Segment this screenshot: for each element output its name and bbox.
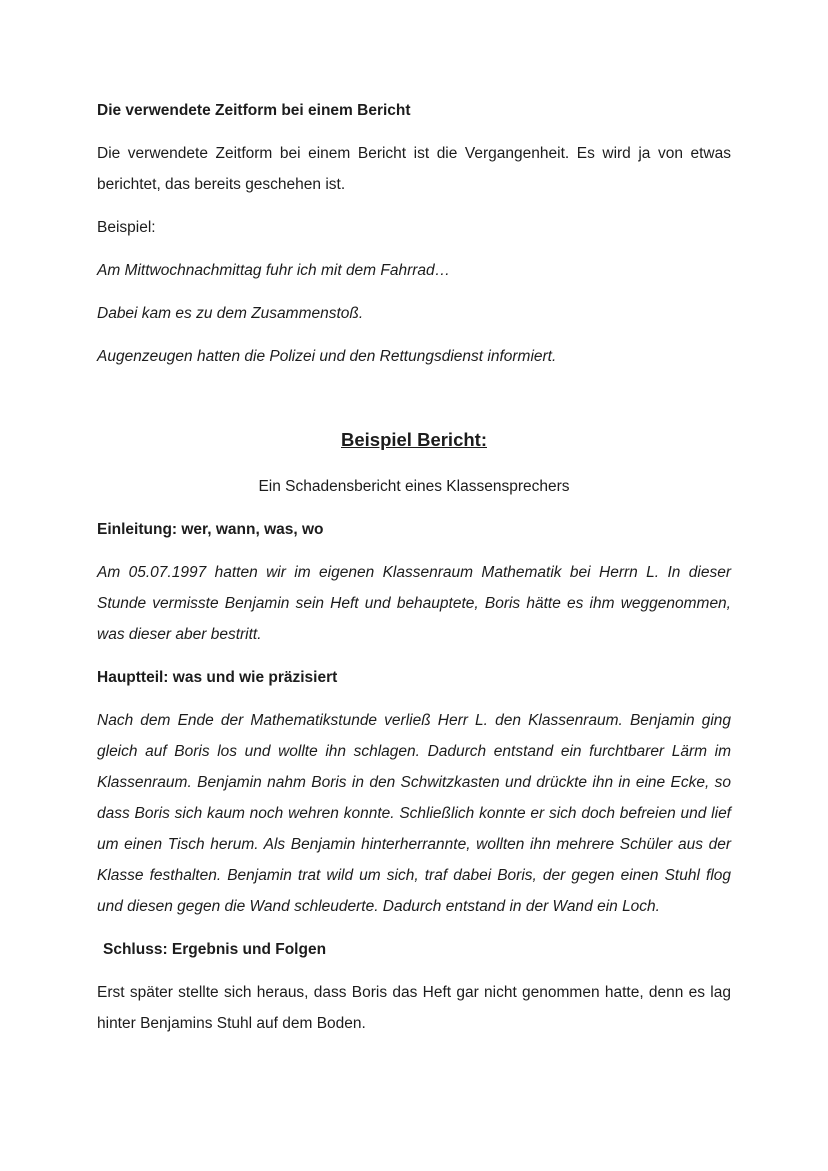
example-line-augenzeugen: Augenzeugen hatten die Polizei und den Rettungsdienst informiert. (97, 348, 557, 365)
document-title-beispiel-bericht: Beispiel Bericht: (341, 429, 487, 450)
example-line-fahrrad: Am Mittwochnachmittag fuhr ich mit dem Fahrrad… (97, 262, 451, 279)
paragraph-einleitung-text: Am 05.07.1997 hatten wir im eigenen Klassenraum Mathematik bei Herrn L. In dieser Stunde vermisste Benjamin sein Heft und behauptete, Boris hätte es ihm weggenommen, was dieser aber bestritt. (97, 564, 731, 643)
document-subtitle-schadensbericht: Ein Schadensbericht eines Klassensprechers (258, 478, 570, 495)
paragraph-schluss-text: Erst später stellte sich heraus, dass Boris das Heft gar nicht genommen hatte, denn es lag hinter Benjamins Stuhl auf dem Boden. (97, 984, 731, 1032)
section-heading-zeitform: Die verwendete Zeitform bei einem Bericht (97, 102, 411, 119)
example-line-zusammenstoss: Dabei kam es zu dem Zusammenstoß. (97, 305, 364, 322)
section-heading-hauptteil: Hauptteil: was und wie präzisiert (97, 669, 338, 686)
paragraph-beispiel-label: Beispiel: (97, 219, 156, 236)
section-heading-einleitung: Einleitung: wer, wann, was, wo (97, 521, 324, 538)
section-heading-schluss: Schluss: Ergebnis und Folgen (103, 941, 327, 958)
paragraph-hauptteil-text: Nach dem Ende der Mathematikstunde verließ Herr L. den Klassenraum. Benjamin ging gleich auf Boris los und wollte ihn schlagen. Dadurch entstand ein furchtbarer Lärm im Klassenraum. Benjamin nahm Boris in den Schwitzkasten und drückte ihn in eine Ecke, so dass Boris sich kaum noch wehren konnte. Schließlich konnte er sich doch befreien und lief um einen Tisch herum. Als Benjamin hinterherrannte, wollten ihn mehrere Schüler aus der Klasse festhalten. Benjamin trat wild um sich, traf dabei Boris, der gegen einen Stuhl flog und diesen gegen die Wand schleuderte. Dadurch entstand in der Wand ein Loch. (97, 712, 731, 915)
paragraph-zeitform-erklaerung: Die verwendete Zeitform bei einem Bericht ist die Vergangenheit. Es wird ja von etwas berichtet, das bereits geschehen ist. (97, 145, 731, 193)
